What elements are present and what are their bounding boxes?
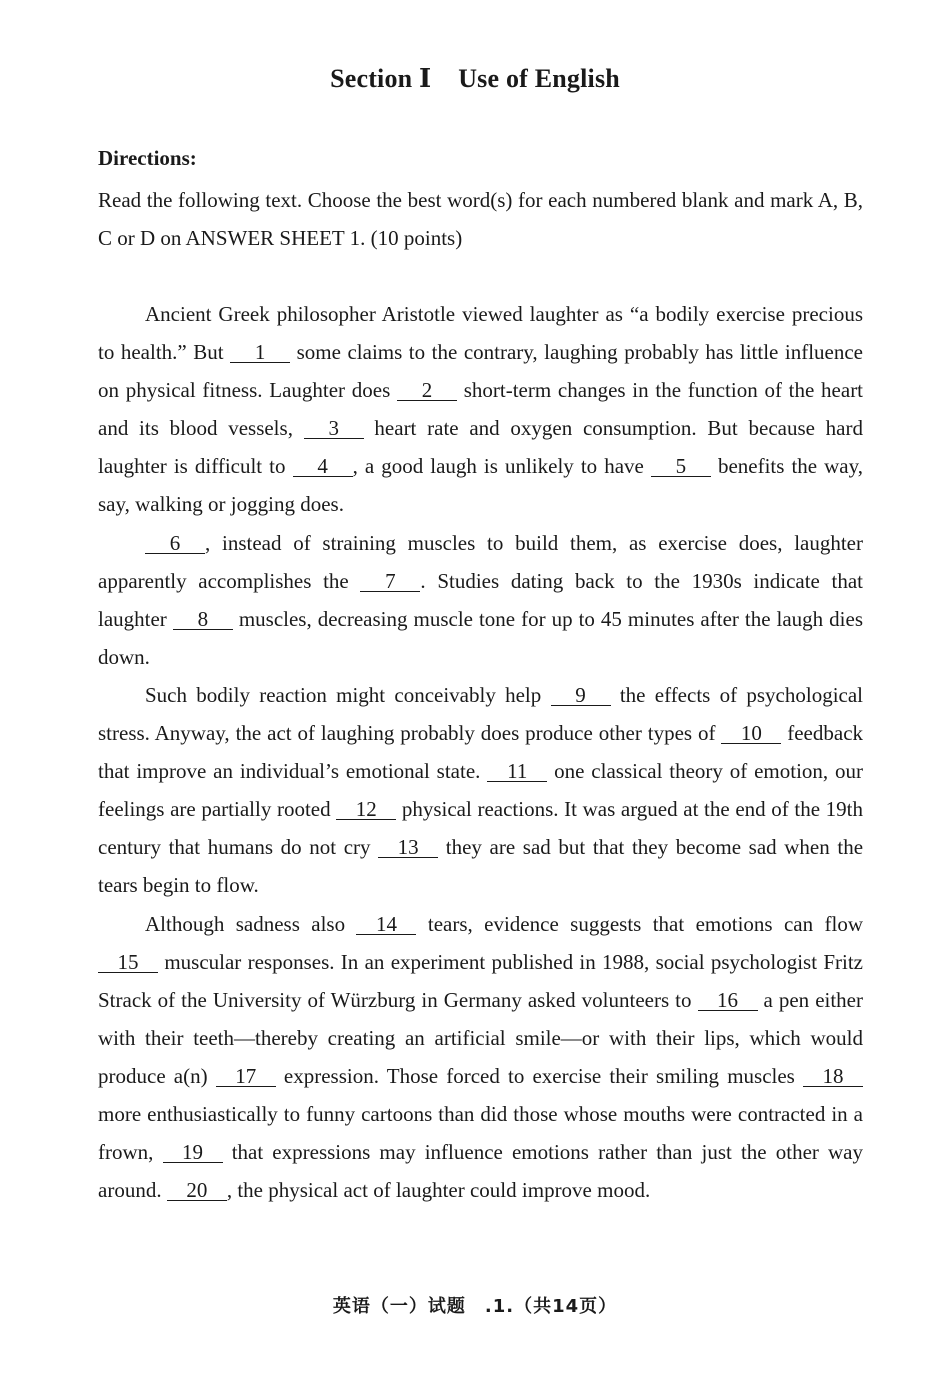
passage-text: benefits the way, say, walking or jogging does. <box>98 454 864 517</box>
passage-text: Ancient Greek philosopher Aristotle viewed laughter as “a bodily exercise precious to health.” But <box>98 302 863 365</box>
passage-text: more enthusiastically to funny cartoons than did those whose mouths were contracted in a frown, <box>98 1101 863 1165</box>
passage-text: muscles, decreasing muscle tone for up to 45 minutes after the laugh dies down. <box>98 606 864 669</box>
passage-text: heart rate and oxygen consumption. But because hard laughter is difficult to <box>98 416 863 479</box>
blank-5: 5 <box>651 456 711 477</box>
passage-text: Such bodily reaction might conceivably help <box>145 682 542 707</box>
passage-text: short-term changes in the function of the heart and its blood vessels, <box>98 378 864 441</box>
cloze-passage <box>98 295 863 1209</box>
passage-text: , the physical act of laughter could improve mood. <box>226 1178 651 1203</box>
blank-3: 3 <box>304 418 364 439</box>
passage-text: the effects of psychological stress. Anyway, the act of laughing probably does produce other types of <box>98 682 864 746</box>
directions-heading: Directions: <box>98 146 197 170</box>
blank-14: 14 <box>356 914 416 935</box>
passage-text: tears, evidence suggests that emotions can flow <box>427 911 863 936</box>
blank-4: 4 <box>293 456 353 477</box>
blank-6: 6 <box>145 533 205 554</box>
passage-text: one classical theory of emotion, our feelings are partially rooted <box>98 759 864 822</box>
passage-text: expression. Those forced to exercise their smiling muscles <box>283 1063 795 1088</box>
blank-18: 18 <box>803 1066 863 1087</box>
blank-17: 17 <box>216 1066 276 1087</box>
passage-text: Although sadness also <box>145 911 346 936</box>
passage-text: that expressions may influence emotions rather than just the other way around. <box>98 1140 864 1203</box>
blank-15: 15 <box>98 952 158 973</box>
page-footer: 英语（一）试题 .1.（共14页） <box>332 1296 618 1317</box>
passage-text: . Studies dating back to the 1930s indicate that laughter <box>98 568 864 631</box>
blank-11: 11 <box>487 761 547 782</box>
blank-19: 19 <box>163 1142 223 1163</box>
blank-8: 8 <box>173 609 233 630</box>
paragraph-2 <box>98 524 863 676</box>
directions-text: Read the following text. Choose the best word(s) for each numbered blank and mark A, B, C or D on ANSWER SHEET 1. (10 points) <box>98 188 863 250</box>
blank-1: 1 <box>230 342 290 363</box>
passage-text: they are sad but that they become sad when the tears begin to flow. <box>98 835 864 898</box>
blank-20: 20 <box>167 1180 227 1201</box>
blank-10: 10 <box>721 723 781 744</box>
passage-text: muscular responses. In an experiment published in 1988, social psychologist Fritz Strack of the University of Würzburg in Germany asked volunteers to <box>98 949 864 1012</box>
blank-9: 9 <box>551 685 611 706</box>
section-title: Section Ⅰ Use of English <box>330 64 620 93</box>
paragraph-1 <box>98 295 863 524</box>
blank-16: 16 <box>698 990 758 1011</box>
passage-text: , a good laugh is unlikely to have <box>352 454 644 479</box>
blank-7: 7 <box>360 571 420 592</box>
blank-13: 13 <box>378 837 438 858</box>
passage-text: a pen either with their teeth—thereby creating an artificial smile—or with their lips, which would produce a(n) <box>98 987 863 1088</box>
passage-text: feedback that improve an individual’s emotional state. <box>98 721 864 784</box>
passage-text: , instead of straining muscles to build them, as exercise does, laughter apparently accomplishes the <box>98 530 863 593</box>
blank-12: 12 <box>336 799 396 820</box>
passage-text: physical reactions. It was argued at the end of the 19th century that humans do not cry <box>98 797 863 860</box>
passage-text: some claims to the contrary, laughing probably has little influence on physical fitness. Laughter does <box>98 340 863 403</box>
blank-2: 2 <box>397 380 457 401</box>
paragraph-4 <box>98 905 863 1210</box>
paragraph-3 <box>98 676 863 905</box>
